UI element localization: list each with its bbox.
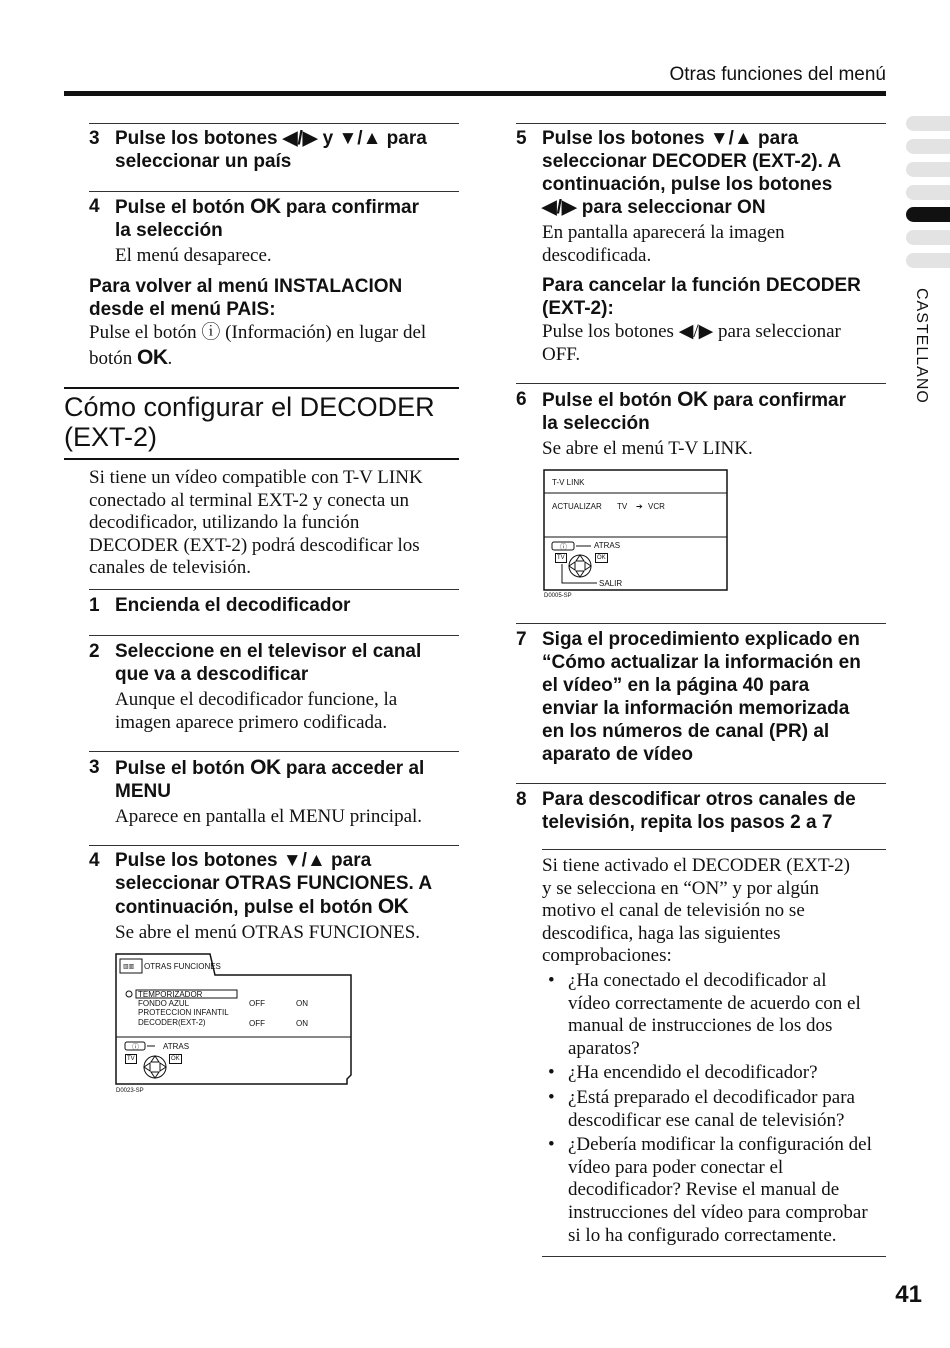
right-s6: 6 Pulse el botón OK para confirmar la selección Se abre el menú T-V LINK. <box>516 388 846 459</box>
screen-item: TEMPORIZADOR <box>138 990 203 999</box>
section-rule-top <box>64 387 459 389</box>
note-bullet: • ¿Está preparado el decodificador para descodificar ese canal de televisión? <box>542 1087 890 1132</box>
chapter-tab-active <box>906 207 950 222</box>
note-rule-bottom <box>542 1256 886 1257</box>
screen-update-label: ACTUALIZAR <box>552 502 602 511</box>
section-title: Cómo configurar el DECODER (EXT-2) <box>64 392 435 452</box>
left-step-3: 3 Pulse los botones ◀/▶ y ▼/▲ para seleccionar un país <box>89 128 427 172</box>
divider <box>89 191 459 192</box>
svg-text:ⓘ: ⓘ <box>560 544 567 551</box>
return-heading: Para volver al menú INSTALACION desde el menú PAIS: <box>89 276 403 320</box>
cancel-body: Pulse los botones ◀/▶ para seleccionar OFF. <box>542 321 841 365</box>
note-bullet: • ¿Ha encendido el decodificador? <box>542 1062 890 1085</box>
left-s2: 2 Seleccione en el televisor el canal que va a descodificar Aunque el decodificador funcione, la imagen aparece primero codificada. <box>89 641 422 733</box>
chapter-tab <box>906 139 950 154</box>
left-step-4: 4 Pulse el botón OK para confirmar la selección El menú desaparece. <box>89 195 419 266</box>
right-s7: 7 Siga el procedimiento explicado en “Cómo actualizar la información en el vídeo” en la página 40 para enviar la información memorizada en los números de canal (PR) al aparato de vídeo <box>516 629 861 765</box>
header-rule <box>64 91 886 96</box>
tv-link-screen <box>543 469 733 604</box>
screen-back-label: ATRAS <box>594 541 621 550</box>
arrow-right-icon: ➔ <box>636 502 643 511</box>
cancel-heading: Para cancelar la función DECODER (EXT-2): <box>542 275 861 319</box>
screen-on: ON <box>296 999 308 1008</box>
screen-off: OFF <box>249 999 265 1008</box>
screen-code: D0005-SP <box>544 593 572 599</box>
tv-key-icon: TV <box>557 555 565 561</box>
header-title: Otras funciones del menú <box>669 64 886 85</box>
note-rule-top <box>542 849 886 850</box>
section-rule-bottom <box>64 458 459 460</box>
screen-item: DECODER(EXT-2) <box>138 1018 206 1027</box>
chapter-tab <box>906 162 950 177</box>
otras-funciones-screen <box>115 953 355 1098</box>
divider <box>89 635 459 636</box>
note-bullet: • ¿Debería modificar la configuración del vídeo para poder conectar el decodificador? Revise el manual de instrucciones del vídeo para comprobar si lo ha configurado correctamente. <box>542 1134 890 1247</box>
chapter-tab <box>906 253 950 268</box>
side-language-label: CASTELLANO <box>913 288 930 404</box>
screen-vcr-label: VCR <box>648 502 665 511</box>
right-s5: 5 Pulse los botones ▼/▲ para seleccionar DECODER (EXT-2). A continuación, pulse los botones ◀/▶ para seleccionar ON En pantalla aparecerá la imagen descodificada. <box>516 128 842 266</box>
divider <box>516 383 886 384</box>
chapter-tab <box>906 116 950 131</box>
divider <box>89 845 459 846</box>
screen-tab-label: OTRAS FUNCIONES <box>144 962 221 971</box>
divider <box>516 123 886 124</box>
screen-off: OFF <box>249 1019 265 1028</box>
chapter-tab <box>906 185 950 200</box>
screen-code: D0023-SP <box>116 1088 144 1094</box>
screen-back-label: ATRAS <box>163 1042 190 1051</box>
divider <box>89 589 459 590</box>
screen-item: PROTECCION INFANTIL <box>138 1008 229 1017</box>
right-s8: 8 Para descodificar otros canales de televisión, repita los pasos 2 a 7 <box>516 789 856 833</box>
note-bullet: • ¿Ha conectado el decodificador al vídeo correctamente de acuerdo con el manual de instrucciones de los dos aparatos? <box>542 970 890 1060</box>
screen-item: FONDO AZUL <box>138 999 190 1008</box>
left-s4: 4 Pulse los botones ▼/▲ para seleccionar OTRAS FUNCIONES. A continuación, pulse el botón OK Se abre el menú OTRAS FUNCIONES. <box>89 850 433 943</box>
chapter-tab <box>906 230 950 245</box>
menu-icon: ▥▥ <box>123 964 135 970</box>
divider <box>89 123 459 124</box>
return-body: Pulse el botón ⓘ (Información) en lugar del botón OK. <box>89 322 427 369</box>
intro-paragraph: Si tiene un vídeo compatible con T-V LINK conectado al terminal EXT-2 y conecta un decodificador, utilizando la función DECODER (EXT-2) podrá descodificar los canales de televisión. <box>89 467 423 579</box>
divider <box>89 751 459 752</box>
note-block: Si tiene activado el DECODER (EXT-2) y se selecciona en “ON” y por algún motivo el canal de televisión no se descodifica, haga las siguientes comprobaciones: • ¿Ha conectado el decodificador al vídeo correctamente de acuerdo con el manual de instrucciones de los dos aparatos? • ¿Ha encendido el decodificador? • ¿Está preparado el decodificador para descodificar ese canal de televisión? • ¿Debería modificar la configuración del vídeo para poder conectar el decodificador? Revise el manual de instrucciones del vídeo para comprobar si lo ha configurado correctamente. <box>542 855 890 1247</box>
ok-key-icon: OK <box>597 555 606 561</box>
ok-key-icon: OK <box>171 1056 180 1062</box>
left-s1: 1 Encienda el decodificador <box>89 595 351 616</box>
screen-tv-label: TV <box>617 502 628 511</box>
screen-on: ON <box>296 1019 308 1028</box>
divider <box>516 623 886 624</box>
screen-title: T-V LINK <box>552 478 585 487</box>
screen-exit-label: SALIR <box>599 579 623 588</box>
svg-text:ⓘ: ⓘ <box>132 1044 139 1051</box>
page-number: 41 <box>895 1281 922 1308</box>
left-s3: 3 Pulse el botón OK para acceder al MENU Aparece en pantalla el MENU principal. <box>89 756 425 827</box>
tv-key-icon: TV <box>127 1056 135 1062</box>
screen-frame <box>543 469 733 594</box>
divider <box>516 783 886 784</box>
